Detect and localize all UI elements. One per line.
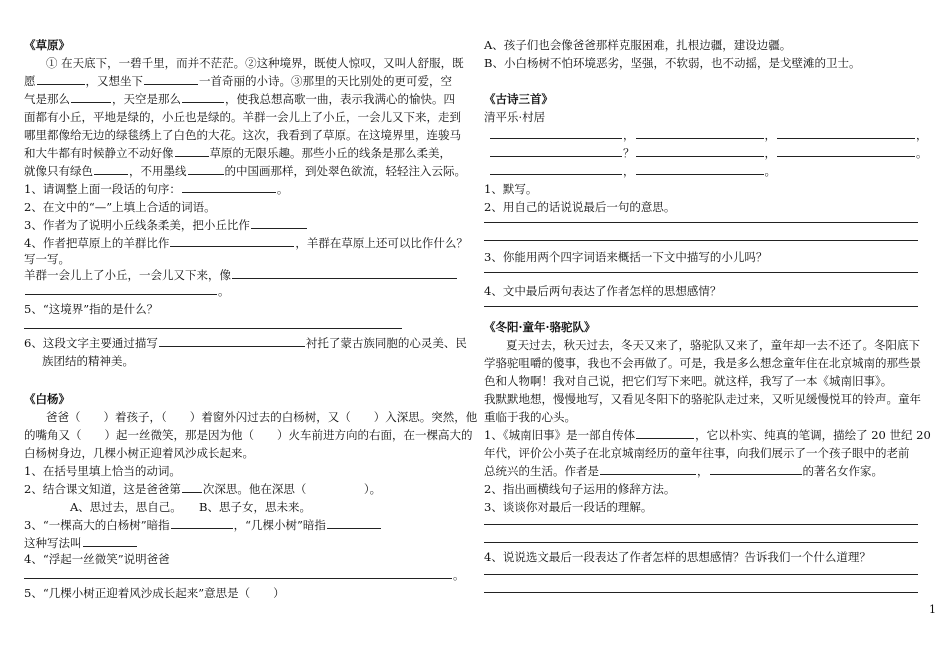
caoyuan-title: 《草原》 [24, 38, 70, 52]
poem-blank[interactable] [636, 144, 764, 157]
caoyuan-para-line: 和大牛都有时候静立不动好像 草原的无限乐趣。那些小丘的线条是那么柔美， [24, 146, 451, 160]
answer-line[interactable] [171, 516, 233, 529]
dongyang-q2: 2、指出画横线句子运用的修辞方法。 [484, 482, 676, 496]
poem-blank[interactable] [490, 126, 622, 139]
answer-line[interactable] [600, 462, 696, 475]
answer-line[interactable] [24, 566, 452, 579]
answer-line[interactable] [251, 216, 307, 229]
dongyang-para-line: 我默默地想，慢慢地写，又看见冬阳下的骆驼队走过来，又听见缓慢悦耳的铃声。童年 [484, 392, 921, 406]
gushi-q1: 1、默写。 [484, 182, 538, 196]
caoyuan-para-line: 面都有小丘，平地是绿的，小丘也是绿的。羊群一会儿上了小丘，一会儿又下来，走到 [24, 110, 461, 124]
baiyang-q4-line2: 。 [24, 566, 465, 584]
blank[interactable] [144, 72, 198, 85]
caoyuan-q5: 5、“这境界”指的是什么？ [24, 302, 159, 316]
blank[interactable] [182, 480, 202, 493]
poem-blank[interactable] [636, 126, 764, 139]
dongyang-title: 《冬阳·童年·骆驼队》 [484, 320, 596, 334]
answer-line[interactable] [484, 272, 918, 273]
baiyang-option-a: A、孩子们也会像爸爸那样克服困难，扎根边疆，建设边疆。 [484, 38, 792, 52]
caoyuan-para-line: 就像只有绿色 ，不用墨线 的中国画那样，到处翠色欲流，轻轻注入云际。 [24, 164, 466, 178]
answer-line[interactable] [182, 180, 276, 193]
poem-blank[interactable] [777, 144, 915, 157]
blank[interactable] [175, 144, 209, 157]
poem-blank[interactable] [636, 162, 764, 175]
answer-line[interactable] [636, 426, 694, 439]
caoyuan-q6: 6、这段文字主要通过描写 衬托了蒙古族同胞的心灵美、民 [24, 336, 467, 350]
answer-line[interactable] [327, 516, 381, 529]
caoyuan-q1: 1、请调整上面一段话的句序： 。 [24, 182, 289, 196]
baiyang-para-line: 白杨树身边，几棵小树正迎着风沙成长起来。 [24, 446, 254, 460]
caoyuan-q3: 3、作者为了说明小丘线条柔美，把小丘比作 [24, 216, 308, 234]
caoyuan-q4-line2: 写一写。 [24, 252, 70, 266]
answer-line[interactable] [232, 266, 457, 279]
answer-line[interactable] [484, 592, 918, 593]
caoyuan-para-line: 气是那么 ，天空是那么 ，使我总想高歌一曲，表示我满心的愉快。四 [24, 92, 455, 106]
baiyang-option-b: B、小白杨树不怕环境恶劣，坚强，不软弱，也不动摇，是戈壁滩的卫士。 [484, 56, 861, 70]
baiyang-q1: 1、在括号里填上恰当的动词。 [24, 464, 181, 478]
baiyang-para-line: 的嘴角又（ ）起一丝微笑，那是因为他（ ）火车前进方向的右面，在一棵高大的 [24, 428, 473, 442]
gushi-q4: 4、文中最后两句表达了作者怎样的思想感情？ [484, 284, 722, 298]
dongyang-para-line: 重临于我的心头。 [484, 410, 576, 424]
gushi-q3: 3、你能用两个四字词语来概括一下文中描写的小儿吗？ [484, 250, 768, 264]
dongyang-q3: 3、谈谈你对最后一段话的理解。 [484, 500, 653, 514]
answer-line[interactable] [484, 240, 918, 241]
answer-line[interactable] [159, 334, 305, 347]
blank[interactable] [37, 72, 85, 85]
poem-blank[interactable] [490, 144, 622, 157]
blank[interactable] [94, 162, 128, 175]
answer-line[interactable] [25, 282, 217, 295]
poem-blank[interactable] [490, 162, 622, 175]
baiyang-q3-line2: 这种写法叫 [24, 534, 138, 552]
dongyang-q4: 4、说说选文最后一段表达了作者怎样的思想感情？告诉我们一个什么道理？ [484, 550, 871, 564]
answer-line[interactable] [83, 534, 137, 547]
caoyuan-para-line: 哪里都像给无边的绿毯绣上了白色的大花。这次，我看到了草原。在这境界里，连骏马 [24, 128, 461, 142]
answer-line[interactable] [710, 462, 802, 475]
baiyang-q2-options: A、思过去，思自己。 B、思子女，思未来。 [70, 500, 312, 514]
answer-line[interactable] [484, 524, 918, 525]
caoyuan-q4-line3: 羊群一会儿上了小丘，一会儿又下来，像 [24, 266, 458, 284]
baiyang-para-line: 爸爸（ ）着孩子，（ ）着窗外闪过去的白杨树，又（ ）入深思。突然，他 [46, 410, 478, 424]
baiyang-q2: 2、结合课文知道，这是爸爸第 次深思。他在深思（ ）。 [24, 482, 382, 496]
poem-blank-line: ， ， ， [484, 126, 928, 144]
gushi-subtitle: 清平乐·村居 [484, 110, 546, 124]
blank[interactable] [188, 162, 224, 175]
blank[interactable] [182, 90, 224, 103]
poem-blank[interactable] [777, 126, 915, 139]
baiyang-title: 《白杨》 [24, 392, 70, 406]
answer-line[interactable] [170, 234, 294, 247]
answer-line[interactable] [484, 574, 918, 575]
answer-line[interactable] [484, 306, 918, 307]
answer-line[interactable] [484, 222, 918, 223]
caoyuan-para-line: ① 在天底下，一碧千里，而并不茫茫。②这种境界，既使人惊叹，又叫人舒服，既 [46, 56, 464, 70]
answer-line[interactable] [24, 328, 402, 329]
gushi-q2: 2、用自己的话说说最后一句的意思。 [484, 200, 676, 214]
page-number: 1 [929, 603, 936, 616]
gushi-title: 《古诗三首》 [484, 92, 553, 106]
caoyuan-q6-line2: 族团结的精神美。 [42, 354, 134, 368]
poem-blank-line: ？ ， 。 [484, 144, 928, 162]
dongyang-para-line: 学骆驼咀嚼的傻事，我也不会再做了。可是，我是多么想念童年住在北京城南的那些景 [484, 356, 921, 370]
dongyang-para-line: 色和人物啊！我对自己说，把它们写下来吧。就这样，我写了一本《城南旧事》。 [484, 374, 893, 388]
dongyang-q1: 1、《城南旧事》是一部自传体 ，它以朴实、纯真的笔调，描绘了 20 世纪 20 [484, 428, 931, 442]
baiyang-q5: 5、“几棵小树正迎着风沙成长起来”意思是（ ） [24, 586, 285, 600]
caoyuan-q2: 2、在文中的“—”上填上合适的词语。 [24, 200, 216, 214]
dongyang-para-line: 夏天过去，秋天过去，冬天又来了，骆驼队又来了，童年却一去不还了。冬阳底下 [506, 338, 920, 352]
caoyuan-q4: 4、作者把草原上的羊群比作 ，羊群在草原上还可以比作什么？ [24, 236, 468, 250]
caoyuan-q4-line4: 。 [24, 282, 230, 300]
dongyang-q1-line3: 总统兴的生活。作者是 ， 的著名女作家。 [484, 464, 883, 478]
answer-line[interactable] [484, 542, 918, 543]
poem-blank-line: ， 。 [484, 162, 776, 180]
dongyang-q1-line2: 年代，评价公小英子在北京城南经历的童年往事，向我们展示了一个孩子眼中的老前 [484, 446, 910, 460]
caoyuan-para-line: 愿 ，又想坐下 一首奇丽的小诗。③那里的天比别处的更可爱，空 [24, 74, 452, 88]
blank[interactable] [71, 90, 111, 103]
baiyang-q3: 3、“一棵高大的白杨树”暗指 ，“几棵小树”暗指 [24, 516, 382, 534]
baiyang-q4: 4、“浮起一丝微笑”说明爸爸 [24, 552, 170, 566]
